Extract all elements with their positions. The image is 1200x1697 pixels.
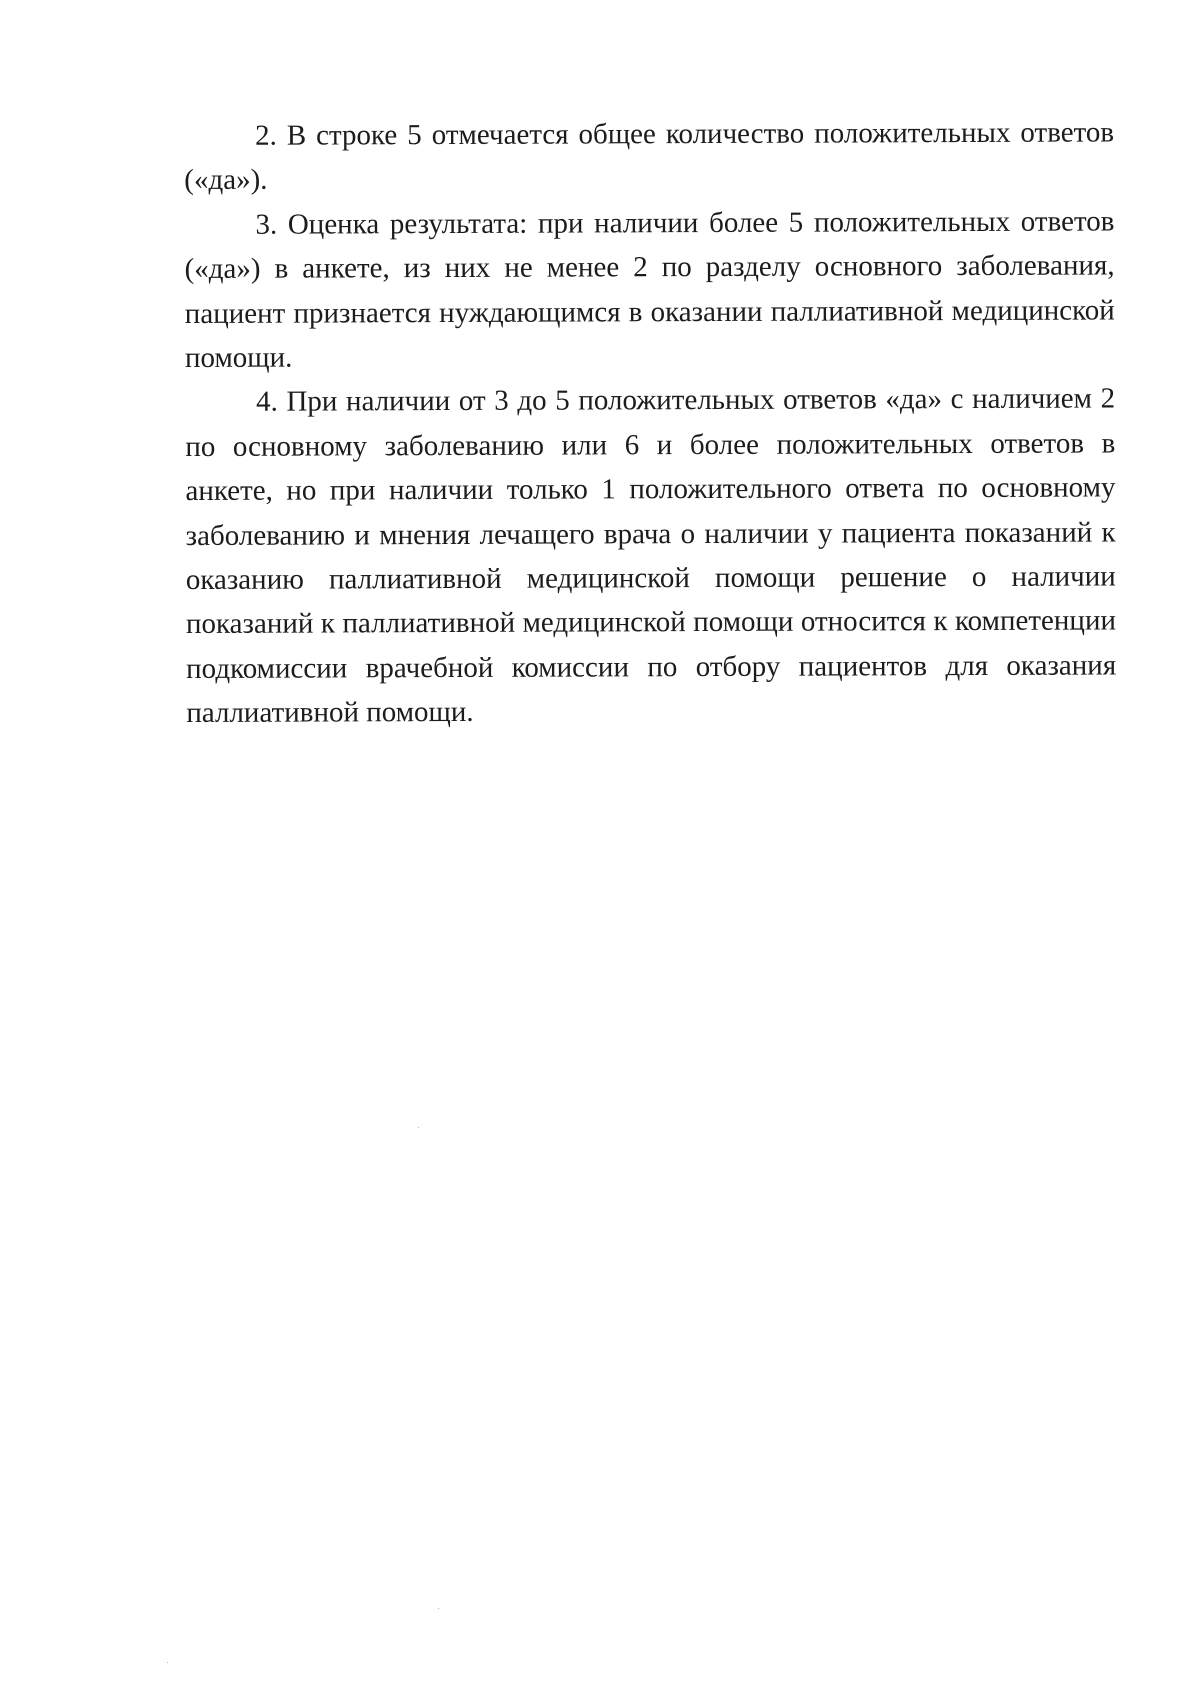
scan-speck xyxy=(167,1662,168,1663)
paragraph-item-3: 3. Оценка результата: при наличии более 5 положительных ответов («да») в анкете, из них не менее 2 по разделу основного заболевания, пациент признается нуждающимся в оказании паллиативной медицинской помощи. xyxy=(184,205,1115,375)
scan-speck xyxy=(438,1608,439,1609)
body-text xyxy=(184,110,1116,735)
paragraph-item-2: 2. В строке 5 отмечается общее количество положительных ответов («да»). xyxy=(184,116,1115,197)
paragraph-item-4: 4. При наличии от 3 до 5 положительных ответов «да» с наличием 2 по основному заболеванию или 6 и более положительных ответов в анкете, но при наличии только 1 положительного ответа по основному заболеванию и мнения лечащего врача о наличии у пациента показаний к оказанию паллиативной медицинской помощи решение о наличии показаний к паллиативной медицинской помощи относится к компетенции подкомиссии врачебной комиссии по отбору пациентов для оказания паллиативной помощи. xyxy=(185,382,1117,730)
scan-speck xyxy=(418,1127,419,1128)
